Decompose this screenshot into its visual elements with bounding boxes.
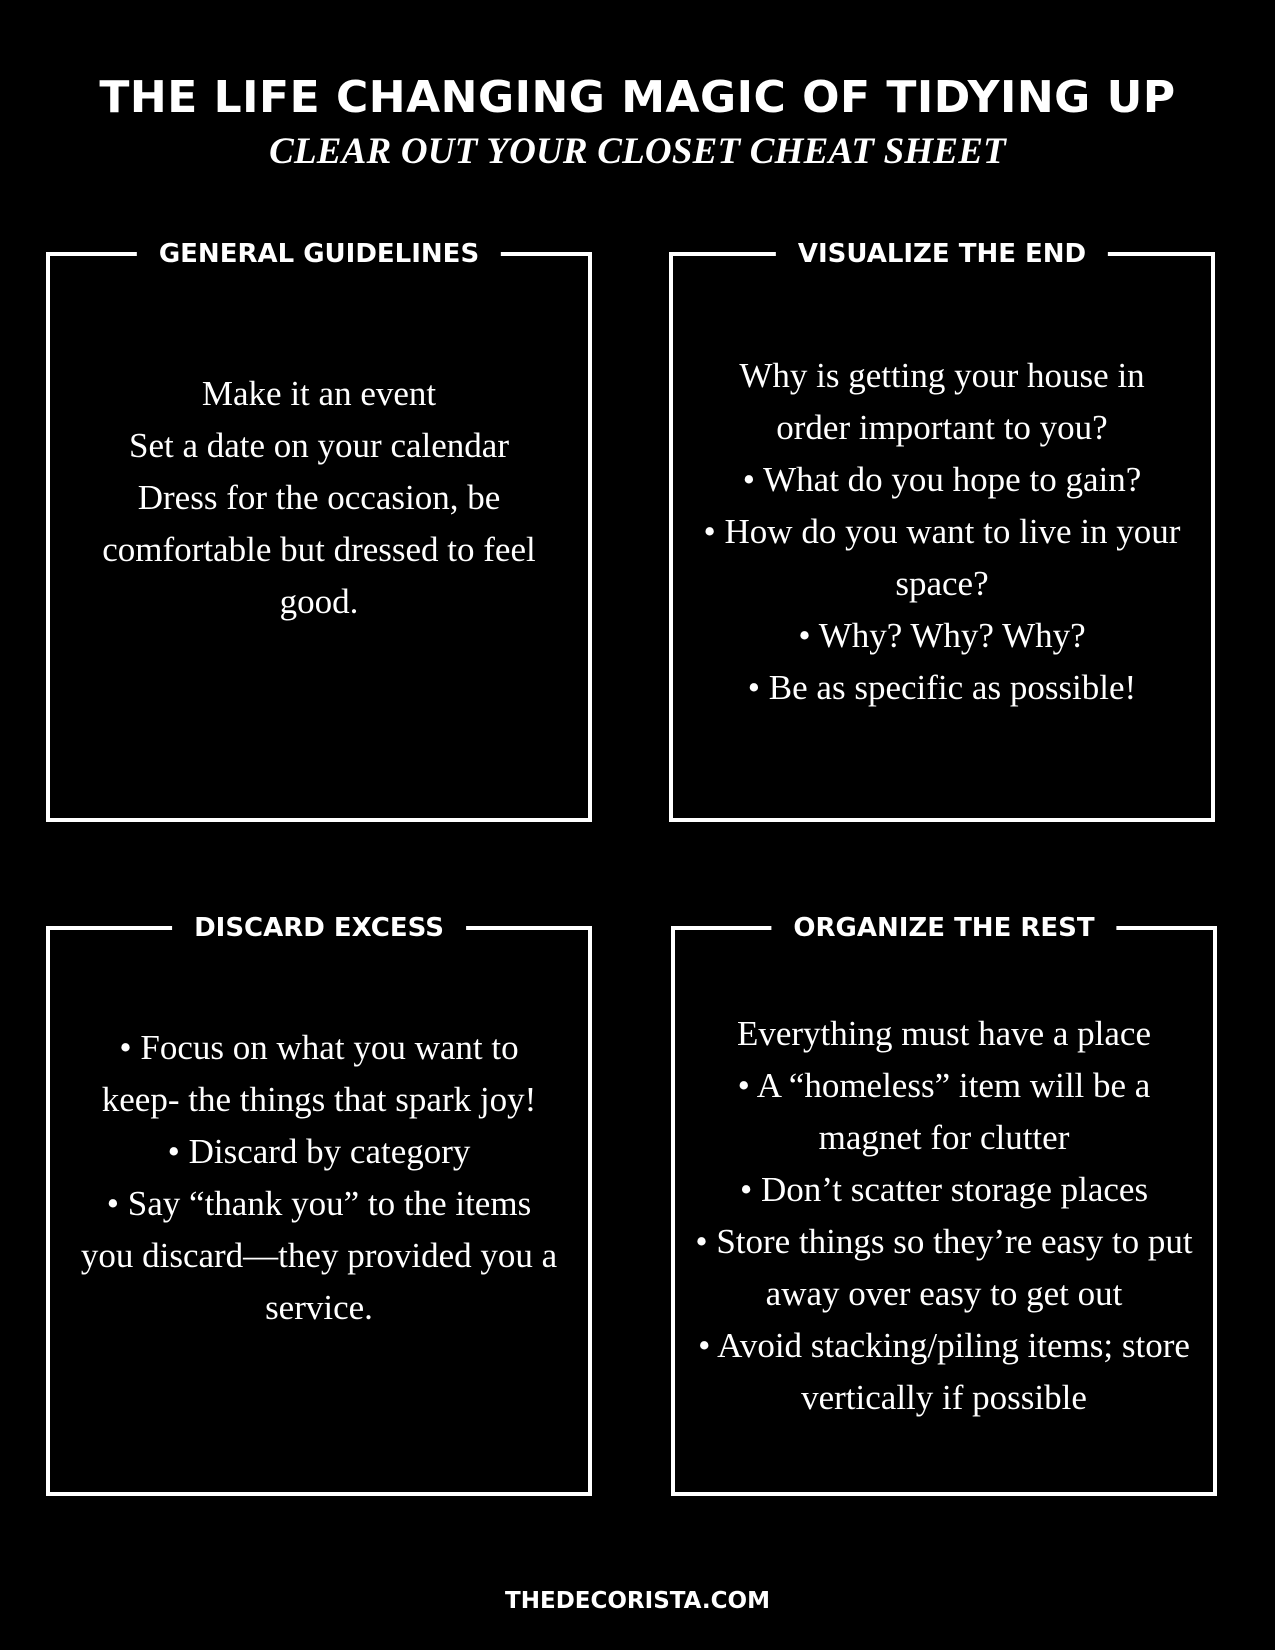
section-body bbox=[50, 368, 588, 628]
section-line: • A “homeless” item will be a magnet for clutter bbox=[737, 1066, 1151, 1157]
section-line: • Why? Why? Why? bbox=[798, 616, 1086, 655]
section-line: Make it an event bbox=[201, 374, 437, 413]
section-heading: DISCARD EXCESS bbox=[172, 910, 466, 946]
section-body bbox=[673, 350, 1211, 714]
section-general-guidelines bbox=[46, 239, 592, 822]
section-visualize-the-end bbox=[669, 239, 1215, 822]
section-heading: GENERAL GUIDELINES bbox=[137, 236, 501, 272]
section-line: • How do you want to live in your space? bbox=[703, 512, 1181, 603]
footer-site-link[interactable]: THEDECORISTA.COM bbox=[505, 1588, 770, 1614]
page-title: THE LIFE CHANGING MAGIC OF TIDYING UP bbox=[99, 72, 1176, 123]
section-organize-the-rest bbox=[671, 913, 1217, 1496]
page-subtitle: CLEAR OUT YOUR CLOSET CHEAT SHEET bbox=[269, 131, 1006, 172]
section-line: Why is getting your house in order important to you? bbox=[739, 356, 1145, 447]
section-line: Set a date on your calendar bbox=[129, 426, 509, 465]
section-heading: VISUALIZE THE END bbox=[776, 236, 1108, 272]
section-body bbox=[50, 1022, 588, 1334]
section-line: • What do you hope to gain? bbox=[742, 460, 1142, 499]
section-heading: ORGANIZE THE REST bbox=[771, 910, 1116, 946]
section-body bbox=[675, 1008, 1213, 1424]
section-line: • Avoid stacking/piling items; store vertically if possible bbox=[698, 1326, 1190, 1417]
section-line: • Be as specific as possible! bbox=[747, 668, 1137, 707]
section-discard-excess bbox=[46, 913, 592, 1496]
section-line: • Discard by category bbox=[167, 1132, 471, 1171]
section-line: Dress for the occasion, be comfortable but dressed to feel good. bbox=[102, 478, 536, 621]
section-line: Everything must have a place bbox=[736, 1014, 1152, 1053]
section-line: • Store things so they’re easy to put away over easy to get out bbox=[695, 1222, 1193, 1313]
section-line: • Say “thank you” to the items you discard—they provided you a service. bbox=[80, 1184, 558, 1327]
section-line: • Focus on what you want to keep- the things that spark joy! bbox=[101, 1028, 537, 1119]
section-line: • Don’t scatter storage places bbox=[739, 1170, 1149, 1209]
